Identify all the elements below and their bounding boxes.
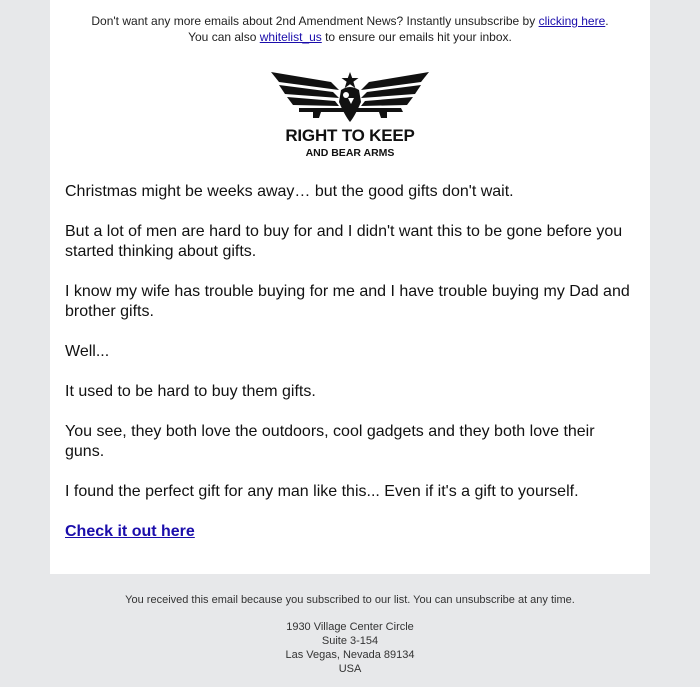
preheader-line-1: [50, 13, 650, 29]
address-line: 1930 Village Center Circle: [286, 621, 414, 633]
address-line: USA: [338, 663, 362, 675]
body-paragraph: It used to be hard to buy them gifts.: [65, 383, 316, 400]
body-paragraph: Christmas might be weeks away… but the good gifts don't wait.: [65, 183, 514, 200]
preheader-text: .: [605, 14, 609, 28]
footer-notice: You received this email because you subscribed to our list. You can unsubscribe at any time.: [125, 594, 575, 606]
preheader-line-2: [50, 29, 650, 45]
body-paragraph: You see, they both love the outdoors, cool gadgets and they both love their guns.: [65, 423, 595, 460]
preheader-text: to ensure our emails hit your inbox.: [321, 30, 512, 44]
email-footer: [0, 593, 700, 676]
brand-logo: [269, 68, 431, 162]
address-line: Las Vegas, Nevada 89134: [285, 649, 415, 661]
email-body: [65, 182, 635, 542]
body-paragraph: Well...: [65, 343, 110, 360]
preheader-text: Don't want any more emails about 2nd Amendment News? Instantly unsubscribe by: [91, 14, 539, 28]
email-card: [50, 0, 650, 574]
unsubscribe-link[interactable]: clicking here: [538, 14, 606, 28]
star-icon: [342, 72, 359, 88]
body-paragraph: I know my wife has trouble buying for me and I have trouble buying my Dad and brother gifts.: [65, 283, 630, 320]
whitelist-link[interactable]: whitelist_us: [259, 30, 322, 44]
logo-title: RIGHT TO KEEP: [285, 126, 415, 145]
preheader: [50, 13, 650, 45]
body-paragraph: I found the perfect gift for any man like this... Even if it's a gift to yourself.: [65, 483, 579, 500]
eagle-with-rifles-icon: [269, 68, 431, 126]
check-it-out-link[interactable]: Check it out here: [65, 523, 195, 540]
preheader-text: You can also: [188, 30, 260, 44]
body-paragraph: But a lot of men are hard to buy for and I didn't want this to be gone before you started thinking about gifts.: [65, 223, 623, 260]
logo-subtitle: AND BEAR ARMS: [305, 147, 395, 159]
address-line: Suite 3-154: [321, 635, 379, 647]
